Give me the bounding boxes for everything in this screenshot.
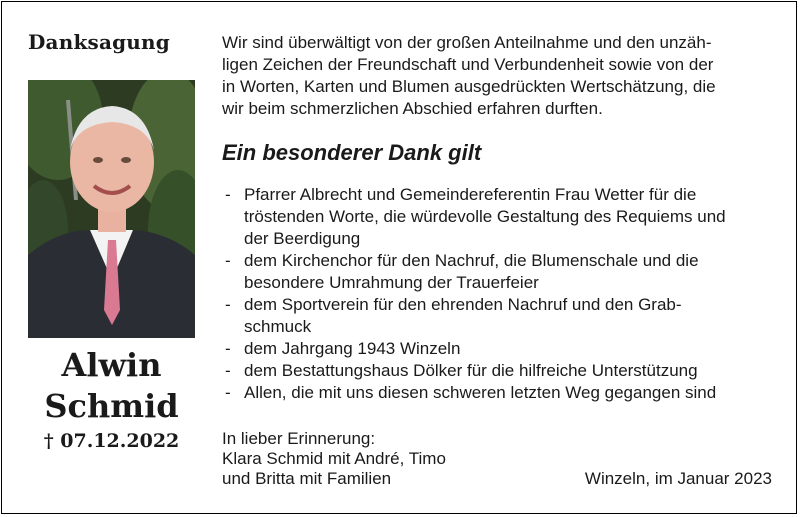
closing-signature [222,429,446,489]
deceased-first-name: Alwin [61,346,162,384]
list-item-line: - dem Kirchenchor für den Nachruf, die Blumenschale und die [244,251,699,270]
portrait-photo [28,80,195,338]
place-date: Winzeln, im Januar 2023 [584,469,772,488]
intro-text [222,32,782,120]
list-item [222,338,782,360]
list-item-line: - dem Bestattungshaus Dölker für die hilfreiche Unterstützung [244,361,698,380]
list-item-line: - dem Jahrgang 1943 Winzeln [244,339,461,358]
subheading: Ein besonderer Dank gilt [222,140,482,165]
list-item-line: - Pfarrer Albrecht und Gemeindereferentin Frau Wetter für die [244,185,697,204]
intro-line: wir beim schmerzlichen Abschied erfahren durften. [222,99,603,118]
closing-line: In lieber Erinnerung: [222,429,376,448]
intro-line: ligen Zeichen der Freundschaft und Verbundenheit sowie von der [222,55,714,74]
heading: Danksagung [28,30,170,54]
list-item-line: tröstenden Worte, die würdevolle Gestaltung des Requiems und [244,207,726,226]
closing-line: Klara Schmid mit André, Timo [222,449,446,468]
intro-line: in Worten, Karten und Blumen ausgedrückten Wertschätzung, die [222,77,716,96]
list-item-line: schmuck [244,317,312,336]
closing-line: und Britta mit Familien [222,469,392,488]
intro-line: Wir sind überwältigt von der großen Anteilnahme und den unzäh- [222,33,712,52]
list-item [222,184,782,250]
deceased-last-name: Schmid [44,387,179,425]
list-item-line: der Beerdigung [244,229,361,248]
list-item [222,250,782,294]
list-item-line: besondere Umrahmung der Trauerfeier [244,273,539,292]
list-item [222,382,782,404]
death-date: † 07.12.2022 [43,430,180,452]
list-item [222,360,782,382]
list-item-line: - Allen, die mit uns diesen schweren letzten Weg gegangen sind [244,383,717,402]
list-item [222,294,782,338]
list-item-line: - dem Sportverein für den ehrenden Nachruf und den Grab- [244,295,682,314]
thanks-list [222,184,782,404]
